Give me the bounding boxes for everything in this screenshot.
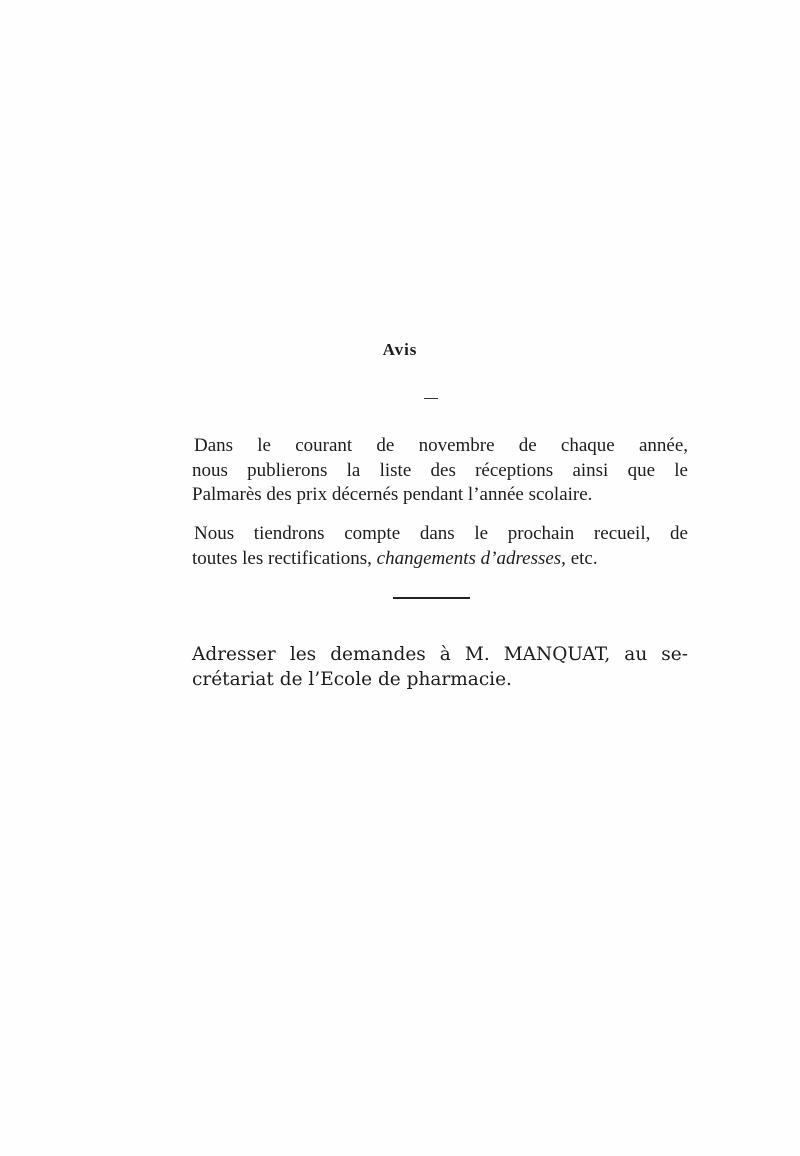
paragraph-publication xyxy=(192,434,688,508)
paragraph-line xyxy=(192,547,688,572)
paragraph-line: Palmarès des prix décernés pendant l’année scolaire. xyxy=(192,484,593,505)
paragraph-rectifications xyxy=(192,522,688,571)
paragraph-contact xyxy=(192,642,688,692)
paragraph-line: Nous tiendrons compte dans le prochain recueil, de xyxy=(194,523,688,544)
paragraph-line: crétariat de l’Ecole de pharmacie. xyxy=(192,669,512,690)
title-dash xyxy=(424,398,438,399)
line-text: etc. xyxy=(565,547,598,569)
italic-text: changements d’adresses, xyxy=(376,547,566,569)
notice-title: Avis xyxy=(382,340,418,359)
section-divider xyxy=(393,597,470,599)
paragraph-line: Dans le courant de novembre de chaque année, xyxy=(194,435,688,456)
paragraph-line: Adresser les demandes à M. MANQUAT, au se- xyxy=(192,644,688,665)
line-text: toutes les rectifications, xyxy=(192,547,377,569)
paragraph-line: nous publierons la liste des réceptions ainsi que le xyxy=(192,459,688,481)
